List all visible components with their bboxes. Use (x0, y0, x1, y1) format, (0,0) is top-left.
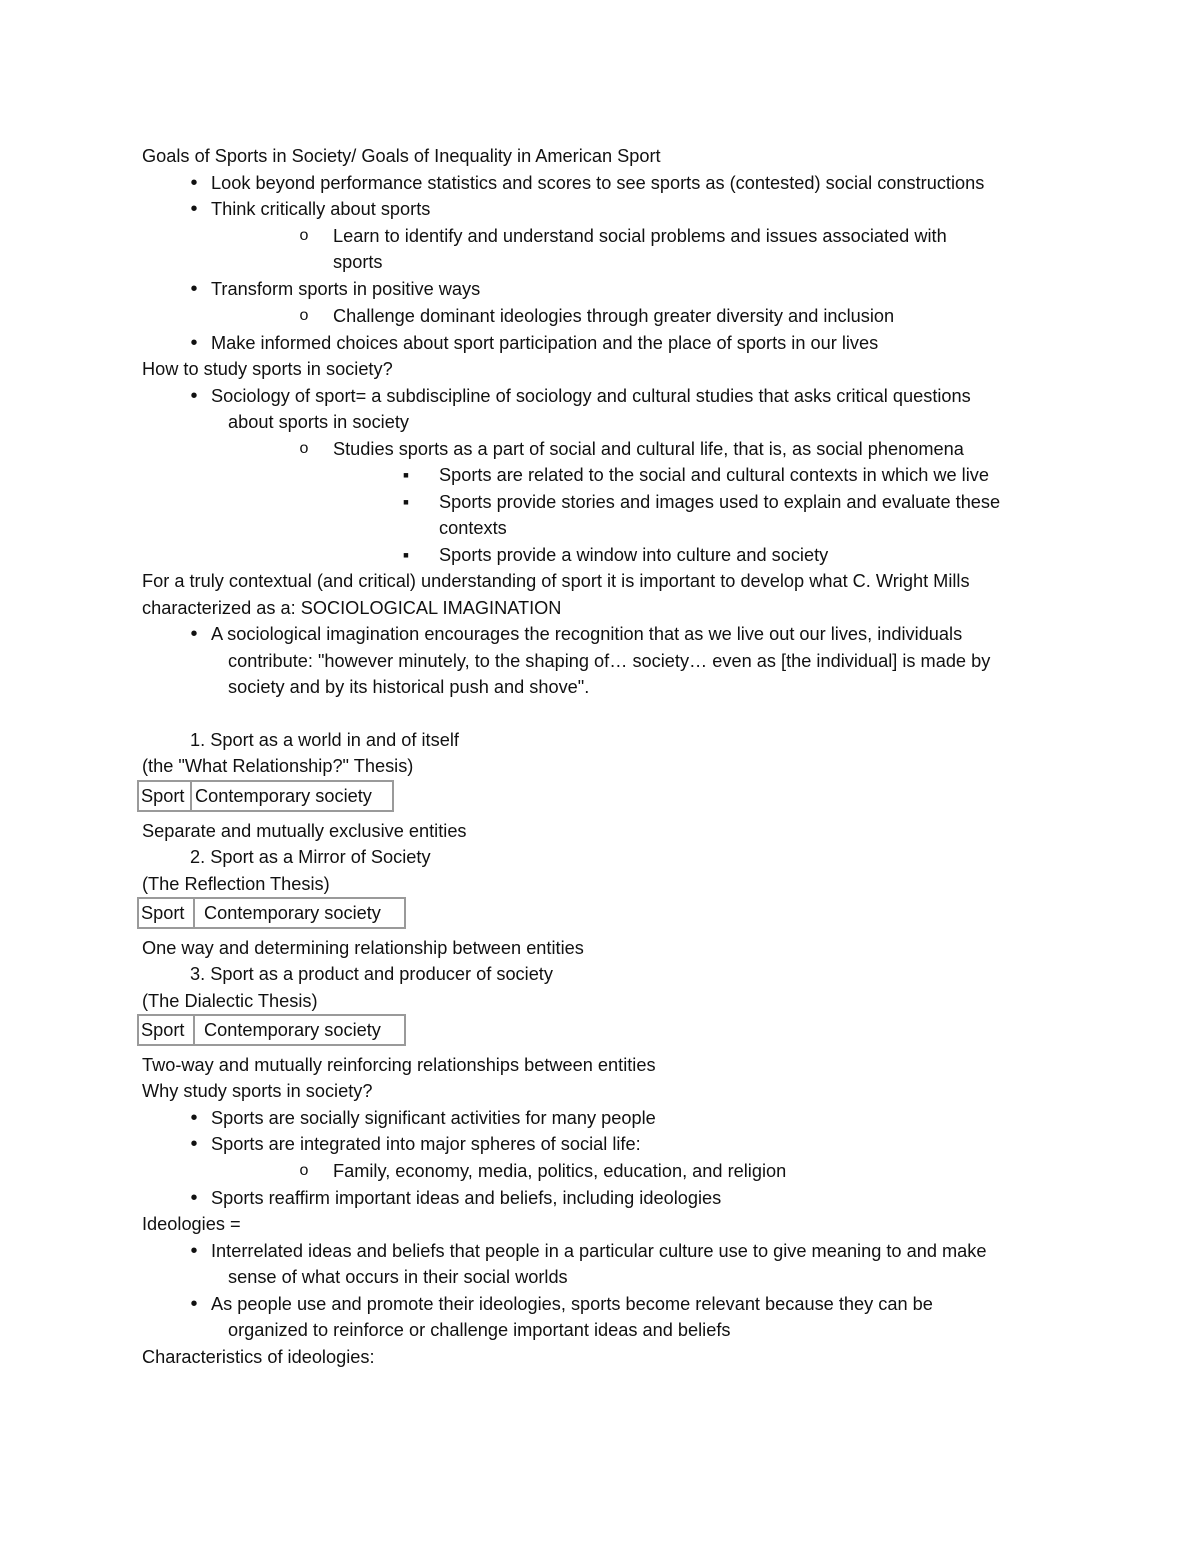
thesis-name: (The Reflection Thesis) (142, 874, 330, 894)
how-subsubitem: Sports provide a window into culture and society (439, 545, 829, 565)
square-marker: ▪ (402, 465, 410, 485)
society-cell: Contemporary society (204, 1020, 381, 1040)
square-marker: ▪ (402, 492, 410, 512)
imagination-item-continued: contribute: "however minutely, to the shaping of… society… even as [the individual] is made by (228, 651, 991, 671)
section-heading-why: Why study sports in society? (142, 1081, 373, 1101)
goal-subitem-continued: sports (333, 252, 383, 272)
thesis-name: (the "What Relationship?" Thesis) (142, 756, 414, 776)
imagination-item-continued: society and by its historical push and shove". (228, 677, 590, 697)
bullet-marker: • (190, 332, 198, 354)
goal-item: Transform sports in positive ways (211, 279, 481, 299)
thesis-heading: 2. Sport as a Mirror of Society (190, 847, 431, 867)
how-subsubitem-continued: contexts (439, 518, 507, 538)
how-subsubitem: Sports are related to the social and cultural contexts in which we live (439, 465, 989, 485)
society-cell: Contemporary society (204, 903, 381, 923)
bullet-marker: • (190, 385, 198, 407)
how-item: Sociology of sport= a subdiscipline of sociology and cultural studies that asks critical questions (211, 386, 971, 406)
thesis-heading: 3. Sport as a product and producer of society (190, 964, 553, 984)
how-subsubitem: Sports provide stories and images used to explain and evaluate these (439, 492, 1001, 512)
section-heading-goals: Goals of Sports in Society/ Goals of Inequality in American Sport (142, 146, 661, 166)
goal-item: Look beyond performance statistics and scores to see sports as (contested) social constructions (211, 173, 985, 193)
thesis-name: (The Dialectic Thesis) (142, 991, 318, 1011)
square-marker: ▪ (402, 545, 410, 565)
bullet-marker: • (190, 1187, 198, 1209)
ideologies-item: As people use and promote their ideologies, sports become relevant because they can be (211, 1294, 933, 1314)
paragraph-line: characterized as a: SOCIOLOGICAL IMAGINATION (142, 598, 562, 618)
thesis-diagram-box (137, 897, 406, 929)
how-item-continued: about sports in society (228, 412, 409, 432)
bullet-marker: • (190, 1133, 198, 1155)
why-item: Sports are integrated into major spheres of social life: (211, 1134, 641, 1154)
ideologies-item: Interrelated ideas and beliefs that people in a particular culture use to give meaning to and make (211, 1241, 987, 1261)
goal-subitem: Learn to identify and understand social problems and issues associated with (333, 226, 947, 246)
why-item: Sports reaffirm important ideas and beliefs, including ideologies (211, 1188, 722, 1208)
bullet-marker: • (190, 623, 198, 645)
paragraph-line: For a truly contextual (and critical) understanding of sport it is important to develop what C. Wright Mills (142, 571, 970, 591)
why-subitem: Family, economy, media, politics, education, and religion (333, 1161, 787, 1181)
section-heading-how: How to study sports in society? (142, 359, 393, 379)
sport-cell: Sport (139, 899, 195, 927)
bullet-marker: • (190, 1107, 198, 1129)
how-subitem: Studies sports as a part of social and cultural life, that is, as social phenomena (333, 439, 964, 459)
circle-marker: o (299, 307, 309, 324)
sport-cell: Sport (139, 1016, 195, 1044)
bullet-marker: • (190, 1293, 198, 1315)
society-cell: Contemporary society (195, 786, 372, 806)
section-heading-ideologies: Ideologies = (142, 1214, 241, 1234)
section-heading-characteristics: Characteristics of ideologies: (142, 1347, 375, 1367)
why-item: Sports are socially significant activities for many people (211, 1108, 656, 1128)
goal-subitem: Challenge dominant ideologies through greater diversity and inclusion (333, 306, 895, 326)
bullet-marker: • (190, 1240, 198, 1262)
bullet-marker: • (190, 172, 198, 194)
circle-marker: o (299, 1162, 309, 1179)
goal-item: Think critically about sports (211, 199, 431, 219)
ideologies-item-continued: sense of what occurs in their social worlds (228, 1267, 568, 1287)
sport-cell: Sport (139, 782, 192, 810)
thesis-diagram-box (137, 1014, 406, 1046)
circle-marker: o (299, 227, 309, 244)
bullet-marker: • (190, 198, 198, 220)
bullet-marker: • (190, 278, 198, 300)
thesis-caption: One way and determining relationship between entities (142, 938, 584, 958)
imagination-item: A sociological imagination encourages the recognition that as we live out our lives, individuals (211, 624, 963, 644)
thesis-diagram-box (137, 780, 394, 812)
ideologies-item-continued: organized to reinforce or challenge important ideas and beliefs (228, 1320, 731, 1340)
thesis-heading: 1. Sport as a world in and of itself (190, 730, 459, 750)
goal-item: Make informed choices about sport participation and the place of sports in our lives (211, 333, 879, 353)
thesis-caption: Separate and mutually exclusive entities (142, 821, 467, 841)
circle-marker: o (299, 440, 309, 457)
thesis-caption: Two-way and mutually reinforcing relationships between entities (142, 1055, 656, 1075)
